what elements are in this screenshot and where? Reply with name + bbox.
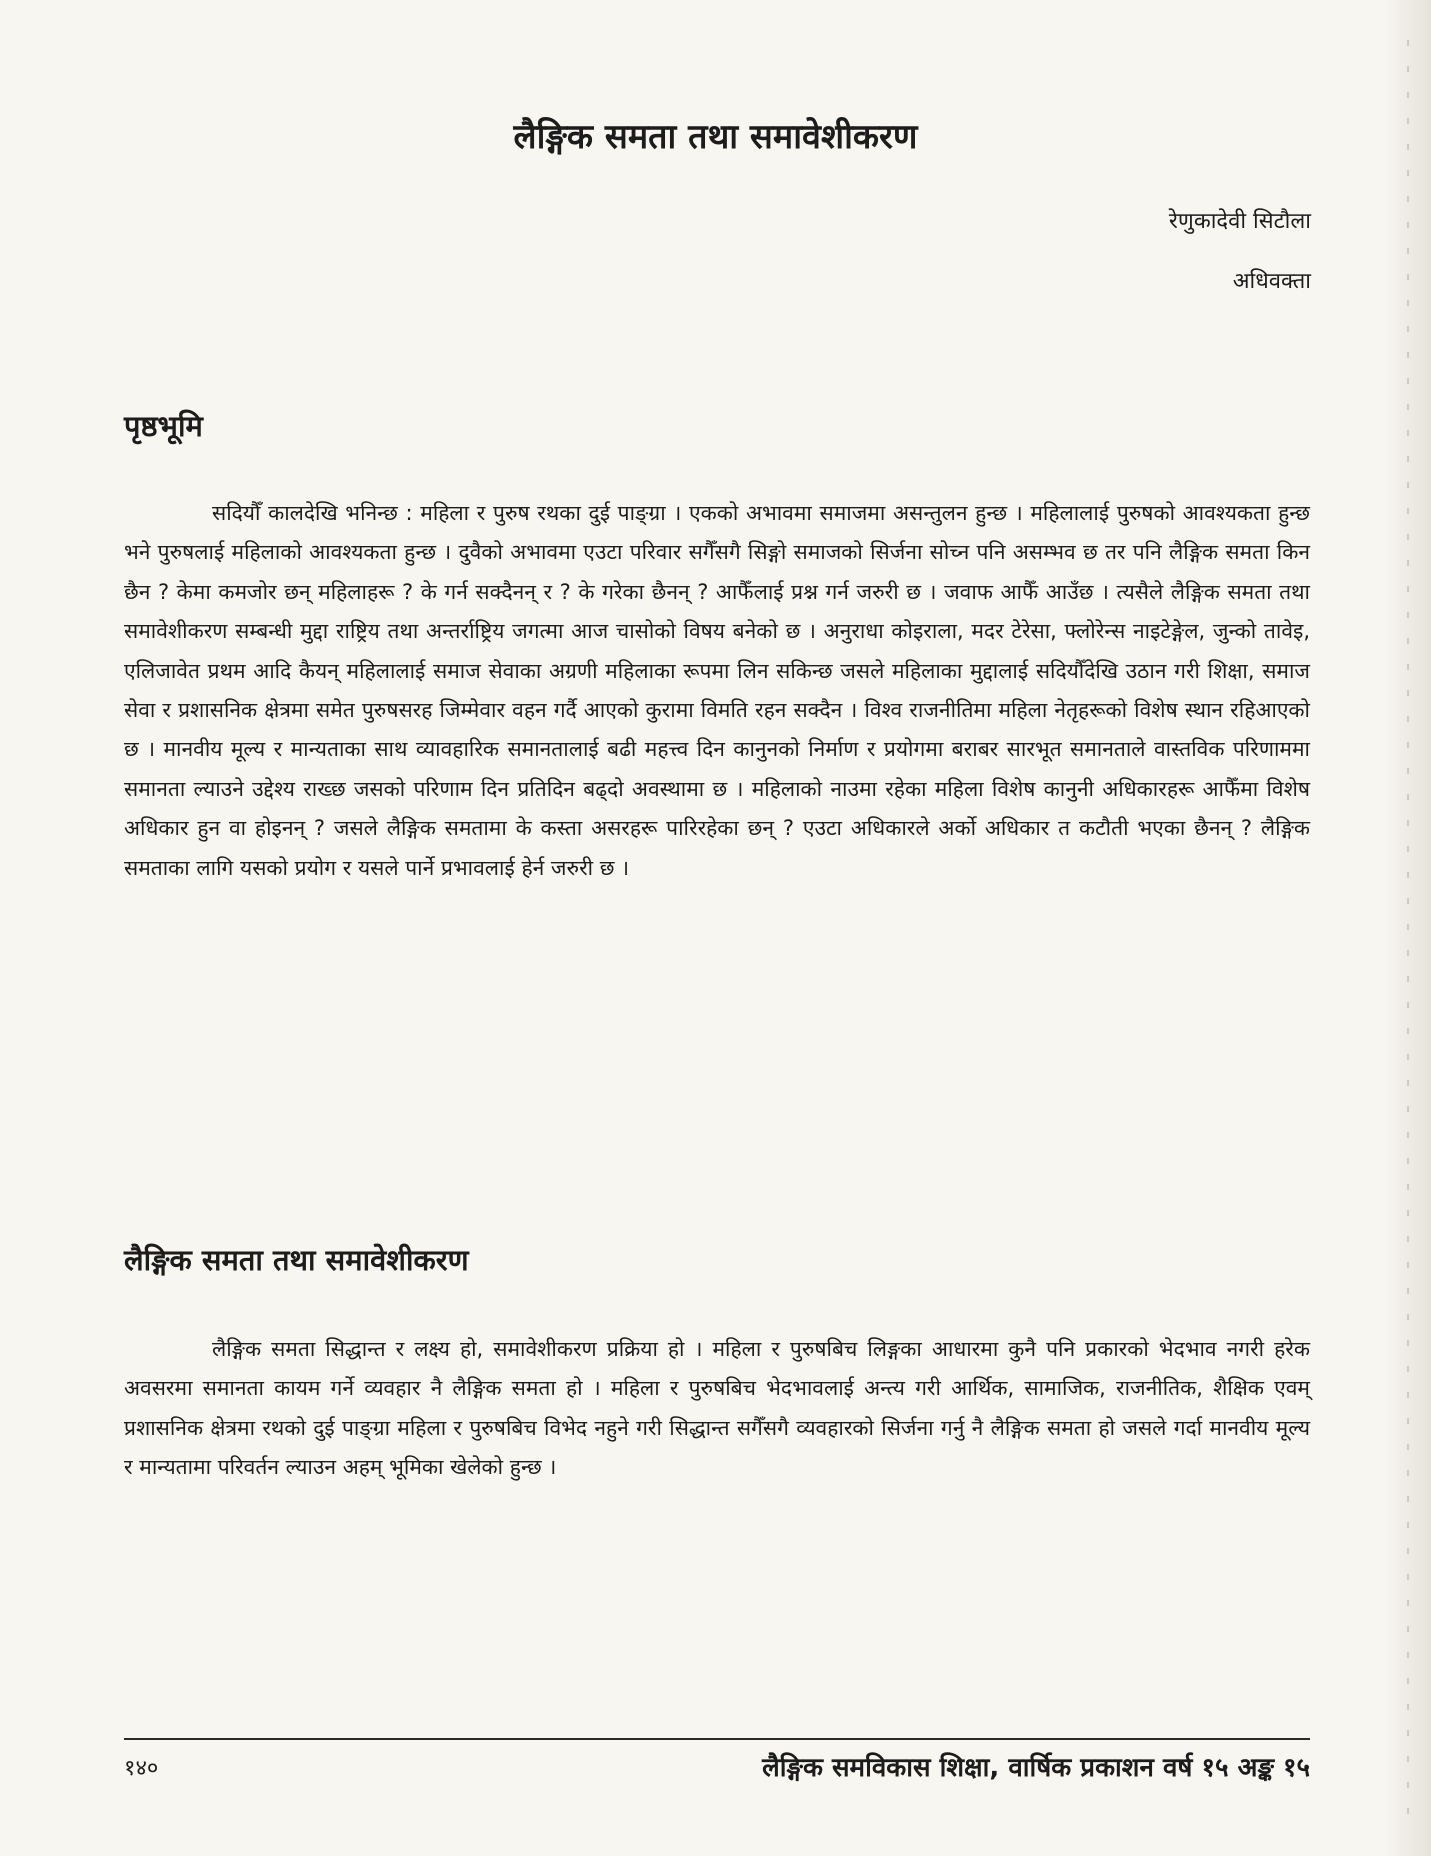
author-block <box>1169 192 1311 312</box>
section-paragraph-gender-equality: लैङ्गिक समता सिद्धान्त र लक्ष्य हो, समावेशीकरण प्रक्रिया हो । महिला र पुरुषबिच लिङ्गका आधारमा कुनै पनि प्रकारको भेदभाव नगरी हरेक अवसरमा समानता कायम गर्ने व्यवहार नै लैङ्गिक समता हो । महिला र पुरुषबिच भेदभावलाई अन्त्य गरी आर्थिक, सामाजिक, राजनीतिक, शैक्षिक एवम् प्रशासनिक क्षेत्रमा रथको दुई पाङ्ग्रा महिला र पुरुषबिच विभेद नहुने गरी सिद्धान्त सगैँसगै व्यवहारको सिर्जना गर्नु नै लैङ्गिक समता हो जसले गर्दा मानवीय मूल्य र मान्यतामा परिवर्तन ल्याउन अहम् भूमिका खेलेको हुन्छ । <box>124 1337 1310 1480</box>
footer-divider <box>124 1738 1310 1740</box>
section-heading-background: पृष्ठभूमि <box>124 409 203 443</box>
author-name: रेणुकादेवी सिटौला <box>1168 209 1311 234</box>
article-title: लैङ्गिक समता तथा समावेशीकरण <box>513 117 918 157</box>
section-paragraph-background: सदियौँ कालदेखि भनिन्छ : महिला र पुरुष रथका दुई पाङ्ग्रा । एकको अभावमा समाजमा असन्तुलन हुन्छ । महिलालाई पुरुषको आवश्यकता हुन्छ भने पुरुषलाई महिलाको आवश्यकता हुन्छ । दुवैको अभावमा एउटा परिवार सगैँसगै सिङ्गो समाजको सिर्जना सोच्न पनि असम्भव छ तर पनि लैङ्गिक समता किन छैन ? केमा कमजोर छन् महिलाहरू ? के गर्न सक्दैनन् र ? के गरेका छैनन् ? आफैँलाई प्रश्न गर्न जरुरी छ । जवाफ आफैँ आउँछ । त्यसैले लैङ्गिक समता तथा समावेशीकरण सम्बन्धी मुद्दा राष्ट्रिय तथा अन्तर्राष्ट्रिय जगत्मा आज चासोको विषय बनेको छ । अनुराधा कोइराला, मदर टेरेसा, फ्लोरेन्स नाइटेङ्गेल, जुन्को तावेइ, एलिजावेत प्रथम आदि कैयन् महिलालाई समाज सेवाका अग्रणी महिलाका रूपमा लिन सकिन्छ जसले महिलाका मुद्दालाई सदियौँदेखि उठान गरी शिक्षा, समाज सेवा र प्रशासनिक क्षेत्रमा समेत पुरुषसरह जिम्मेवार वहन गर्दै आएको कुरामा विमति रहन सक्दैन । विश्व राजनीतिमा महिला नेतृहरूको विशेष स्थान रहिआएको छ । मानवीय मूल्य र मान्यताका साथ व्यावहारिक समानतालाई बढी महत्त्व दिन कानुनको निर्माण र प्रयोगमा बराबर सारभूत समानताले वास्तविक परिणाममा समानता ल्याउने उद्देश्य राख्छ जसको परिणाम दिन प्रतिदिन बढ्दो अवस्थामा छ । महिलाको नाउमा रहेका महिला विशेष कानुनी अधिकारहरू आफैँमा विशेष अधिकार हुन वा होइनन् ? जसले लैङ्गिक समतामा के कस्ता असरहरू पारिरहेका छन् ? एउटा अधिकारले अर्को अधिकार त कटौती भएका छैनन् ? लैङ्गिक समताका लागि यसको प्रयोग र यसले पार्ने प्रभावलाई हेर्न जरुरी छ । <box>124 501 1310 880</box>
section-heading-gender-equality: लैङ्गिक समता तथा समावेशीकरण <box>124 1243 469 1277</box>
author-role: अधिवक्ता <box>1232 269 1311 294</box>
page-binding-edge <box>1385 0 1431 1856</box>
journal-info: लैङ्गिक समविकास शिक्षा, वार्षिक प्रकाशन वर्ष १५ अङ्क १५ <box>762 1753 1310 1783</box>
page-number: १४० <box>124 1756 159 1781</box>
